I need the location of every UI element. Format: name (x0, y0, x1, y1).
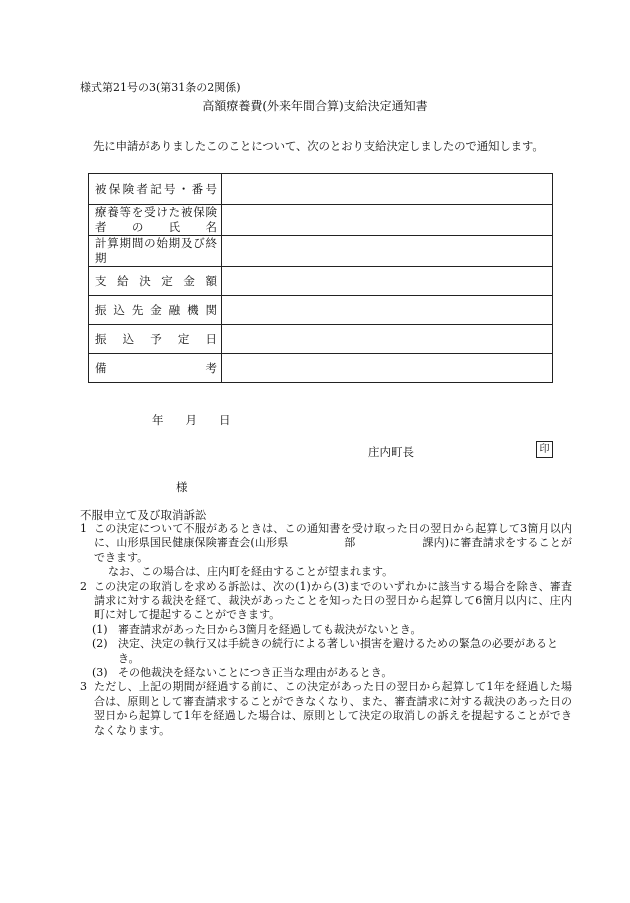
appeal-notes (80, 522, 572, 738)
appeal-section-title: 不服申立て及び取消訴訟 (80, 508, 207, 522)
table-row (89, 174, 553, 205)
row-label (89, 354, 222, 383)
date-month: 月 (185, 413, 197, 427)
subitem-text: 審査請求があった日から3箇月を経過しても裁決がないとき。 (118, 622, 422, 636)
item-number: 2 (80, 579, 87, 593)
patient-name-label: 療養等を受けた被保険者の氏名 (95, 205, 217, 234)
payment-amount-label: 支給決定金額 (95, 273, 217, 288)
appeal-subitem-1 (80, 623, 572, 637)
item-text: ただし、上記の期間が経過する前に、この決定があった日の翌日から起算して1年を経過した場合は、原則として審査請求することができなくなり、また、審査請求に対する裁決のあった日の翌日から起算して1年を経過した場合は、原則として決定の取消しの訴えを提起することができなくなります。 (94, 680, 572, 737)
insured-number-label: 被保険者記号・番号 (95, 181, 217, 196)
bank-label: 振込先金融機関 (95, 302, 217, 317)
payment-amount-value (222, 267, 553, 296)
table-row (89, 354, 553, 383)
patient-name-value (222, 205, 553, 236)
document-title: 高額療養費(外来年間合算)支給決定通知書 (202, 99, 428, 113)
item-text: この決定の取消しを求める訴訟は、次の(1)から(3)までのいずれかに該当する場合を除き、審査請求に対する裁決を経て、裁決があったことを知った日の翌日から起算して6箇月以内に、庄内町に対して提起することができます。 (94, 579, 572, 622)
table-row (89, 236, 553, 267)
seal-stamp: 印 (536, 441, 553, 458)
subitem-text: その他裁決を経ないことにつき正当な理由があるとき。 (118, 666, 393, 680)
remarks-value (222, 354, 553, 383)
row-label (89, 325, 222, 354)
appeal-item-3 (80, 680, 572, 738)
form-number: 様式第21号の3(第31条の2関係) (80, 81, 241, 94)
transfer-date-value (222, 325, 553, 354)
addressee-suffix: 様 (176, 480, 188, 494)
benefit-info-table (88, 173, 553, 383)
issue-date (152, 412, 231, 428)
table-row (89, 325, 553, 354)
table-row (89, 296, 553, 325)
transfer-date-label: 振込予定日 (95, 331, 217, 346)
row-label (89, 236, 222, 267)
appeal-subitem-2 (80, 637, 572, 666)
issuer-name: 庄内町長 (368, 445, 414, 459)
table-row (89, 205, 553, 236)
appeal-item-2 (80, 580, 572, 623)
subitem-number: (3) (92, 666, 108, 680)
item-note: なお、この場合は、庄内町を経由することが望まれます。 (108, 565, 394, 579)
insured-number-value (222, 174, 553, 205)
item-number: 3 (80, 680, 87, 694)
table-row (89, 267, 553, 296)
date-day: 日 (219, 413, 231, 427)
intro-text: 先に申請がありましたこのことについて、次のとおり支給決定しましたので通知します。 (93, 139, 544, 153)
date-year: 年 (152, 413, 164, 427)
bank-value (222, 296, 553, 325)
row-label (89, 296, 222, 325)
appeal-item-1 (80, 522, 572, 580)
row-label (89, 205, 222, 236)
subitem-text: 決定、決定の執行又は手続きの続行による著しい損害を避けるための緊急の必要があるとき。 (118, 637, 558, 665)
calculation-period-label: 計算期間の始期及び終期 (95, 236, 217, 265)
row-label (89, 174, 222, 205)
row-label (89, 267, 222, 296)
appeal-subitem-3 (80, 666, 572, 680)
calculation-period-value (222, 236, 553, 267)
subitem-number: (2) (92, 637, 108, 651)
item-number: 1 (80, 522, 87, 535)
remarks-label: 備考 (95, 360, 217, 375)
subitem-number: (1) (92, 622, 108, 636)
item-text: この決定について不服があるときは、この通知書を受け取った日の翌日から起算して3箇月以内に、山形県国民健康保険審査会(山形県 部 課内)に審査請求をすることができます。 (94, 522, 572, 564)
